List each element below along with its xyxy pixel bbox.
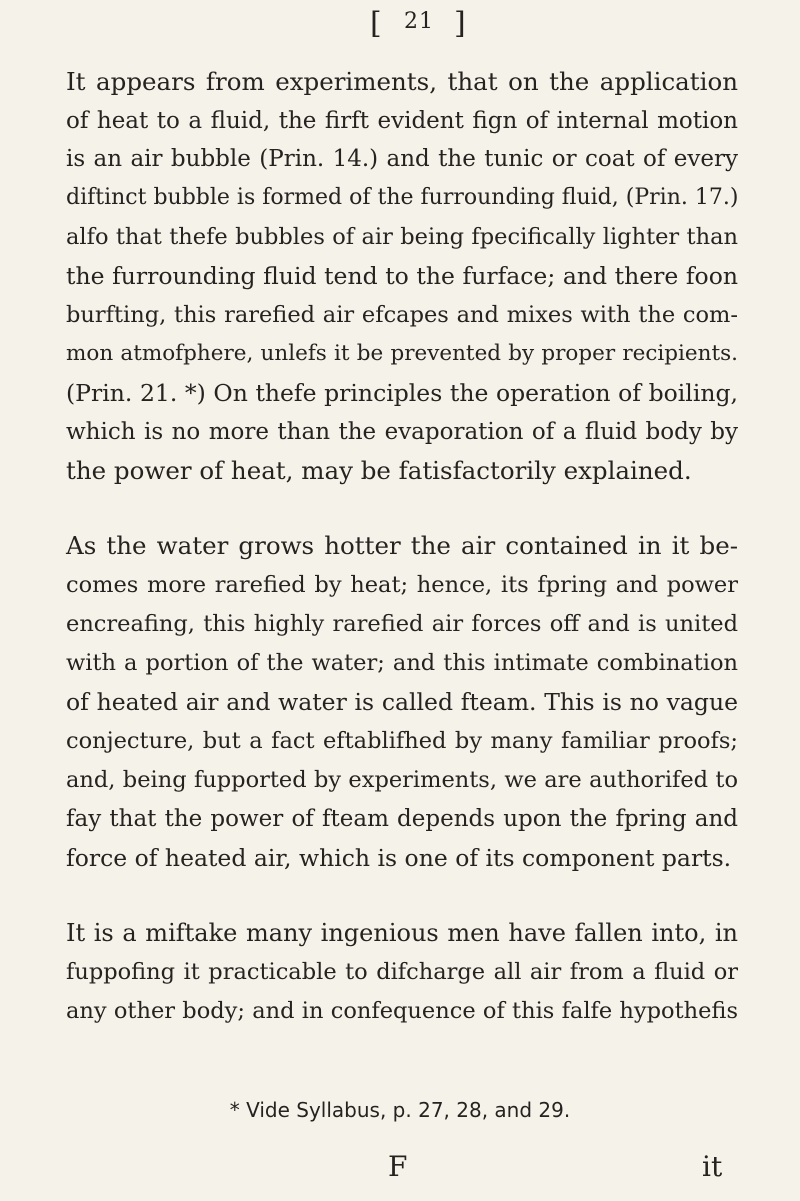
page-number: 21 bbox=[404, 9, 434, 34]
text-line: As the water grows hotter the air contained in it be- bbox=[66, 531, 738, 560]
text-line: the furrounding fluid tend to the furface; and there foon bbox=[66, 262, 738, 290]
text-line: fay that the power of fteam depends upon the fpring and bbox=[66, 806, 738, 832]
text-line: and, being fupported by experiments, we are authorifed to bbox=[66, 767, 738, 793]
text-line: with a portion of the water; and this intimate combination bbox=[66, 650, 738, 676]
text-line: force of heated air, which is one of its component parts. bbox=[66, 844, 732, 872]
text-line: fuppofing it practicable to difcharge all air from a fluid or bbox=[66, 959, 738, 985]
text-line: the power of heat, may be fatisfactorily explained. bbox=[66, 456, 692, 485]
text-line: diftinct bubble is formed of the furrounding fluid, (Prin. 17.) bbox=[66, 185, 739, 210]
text-line: (Prin. 21. *) On thefe principles the operation of boiling, bbox=[66, 379, 738, 407]
text-line: which is no more than the evaporation of a fluid body by bbox=[66, 419, 738, 445]
text-line: any other body; and in confequence of this falfe hypothefis bbox=[66, 998, 738, 1024]
text-line: mon atmofphere, unlefs it be prevented by proper recipients. bbox=[66, 341, 738, 366]
left-bracket: [ bbox=[370, 6, 383, 41]
text-line: of heat to a fluid, the firft evident fign of internal motion bbox=[66, 108, 738, 134]
text-line: alfo that thefe bubbles of air being fpecifically lighter than bbox=[66, 224, 738, 250]
text-line: It is a miftake many ingenious men have fallen into, in bbox=[66, 919, 738, 947]
text-line: comes more rarefied by heat; hence, its fpring and power bbox=[66, 572, 738, 598]
footnote: * Vide Syllabus, p. 27, 28, and 29. bbox=[229, 1098, 571, 1122]
right-bracket: ] bbox=[454, 6, 467, 41]
text-line: It appears from experiments, that on the application bbox=[66, 67, 738, 96]
text-line: of heated air and water is called fteam. This is no vague bbox=[66, 688, 738, 716]
signature-mark: F bbox=[388, 1150, 408, 1183]
text-line: is an air bubble (Prin. 14.) and the tunic or coat of every bbox=[66, 146, 738, 172]
catchword: it bbox=[702, 1150, 723, 1183]
text-line: burfting, this rarefied air efcapes and mixes with the com- bbox=[66, 302, 738, 328]
text-line: encreafing, this highly rarefied air forces off and is united bbox=[66, 611, 738, 637]
text-line: conjecture, but a fact eftablifhed by many familiar proofs; bbox=[66, 728, 738, 754]
